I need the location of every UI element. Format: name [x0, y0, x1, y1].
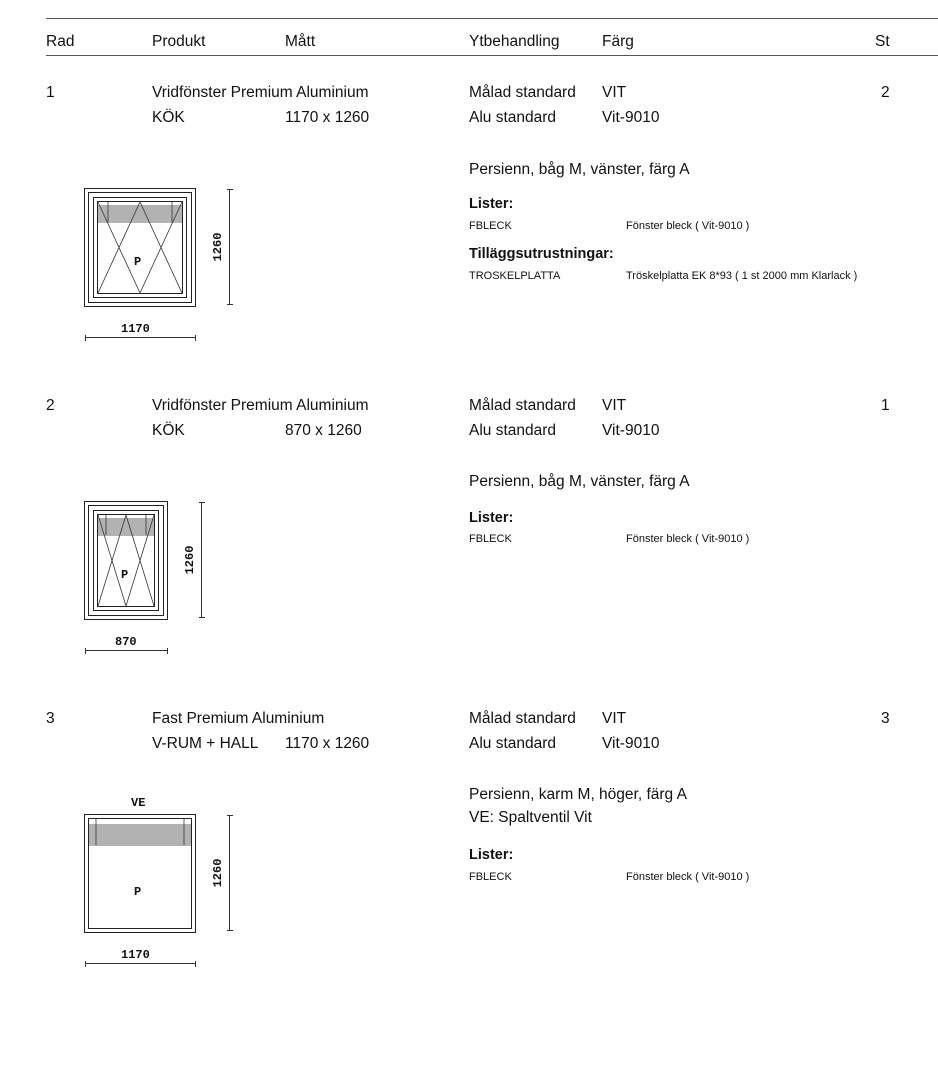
room: V-RUM + HALL	[152, 735, 259, 752]
height-label: 1260	[211, 232, 225, 262]
lister-label: Lister:	[469, 847, 514, 863]
finish-1: Målad standard	[469, 84, 576, 101]
lister-code: FBLECK	[469, 220, 512, 232]
row-number: 2	[46, 397, 55, 414]
window-drawing-2	[84, 501, 168, 621]
col-rad: Rad	[46, 33, 75, 50]
size: 1170 x 1260	[285, 109, 370, 126]
extra-desc: Tröskelplatta EK 8*93 ( 1 st 2000 mm Klarlack )	[626, 270, 858, 282]
row-number: 1	[46, 84, 55, 101]
quantity: 1	[881, 397, 890, 414]
extra-code: TROSKELPLATTA	[469, 270, 561, 282]
size: 1170 x 1260	[285, 735, 370, 752]
finish-2: Alu standard	[469, 109, 557, 126]
size: 870 x 1260	[285, 422, 362, 439]
lister-desc: Fönster bleck ( Vit-9010 )	[626, 871, 750, 883]
quantity: 2	[881, 84, 890, 101]
color-1: VIT	[602, 710, 627, 727]
pane-label: P	[134, 885, 142, 899]
lister-label: Lister:	[469, 510, 514, 526]
color-2: Vit-9010	[602, 735, 660, 752]
color-1: VIT	[602, 397, 627, 414]
color-1: VIT	[602, 84, 627, 101]
width-dimension-line	[85, 337, 196, 338]
height-label: 1260	[211, 858, 225, 888]
width-label: 1170	[121, 322, 150, 336]
product-name: Vridfönster Premium Aluminium	[152, 397, 369, 414]
window-drawing-3	[84, 814, 196, 934]
sash-label: P	[134, 255, 142, 269]
lister-code: FBLECK	[469, 533, 512, 545]
note: Persienn, båg M, vänster, färg A	[469, 473, 690, 490]
lister-code: FBLECK	[469, 871, 512, 883]
height-dimension-line	[229, 189, 230, 305]
finish-1: Målad standard	[469, 397, 576, 414]
top-label: VE	[131, 796, 146, 810]
lister-desc: Fönster bleck ( Vit-9010 )	[626, 220, 750, 232]
width-label: 1170	[121, 948, 150, 962]
color-2: Vit-9010	[602, 422, 660, 439]
room: KÖK	[152, 109, 185, 126]
product-name: Vridfönster Premium Aluminium	[152, 84, 369, 101]
color-2: Vit-9010	[602, 109, 660, 126]
width-dimension-line	[85, 650, 168, 651]
note: Persienn, båg M, vänster, färg A	[469, 161, 690, 178]
note: VE: Spaltventil Vit	[469, 809, 592, 826]
height-dimension-line	[201, 502, 202, 618]
height-dimension-line	[229, 815, 230, 931]
quantity: 3	[881, 710, 890, 727]
width-dimension-line	[85, 963, 196, 964]
window-drawing-1	[84, 188, 196, 308]
header-top-rule	[46, 18, 938, 19]
col-farg: Färg	[602, 33, 634, 50]
col-produkt: Produkt	[152, 33, 206, 50]
product-name: Fast Premium Aluminium	[152, 710, 325, 727]
finish-2: Alu standard	[469, 735, 557, 752]
lister-desc: Fönster bleck ( Vit-9010 )	[626, 533, 750, 545]
room: KÖK	[152, 422, 185, 439]
width-label: 870	[115, 635, 137, 649]
col-ytbehandling: Ytbehandling	[469, 33, 560, 50]
lister-label: Lister:	[469, 196, 514, 212]
row-number: 3	[46, 710, 55, 727]
extra-label: Tilläggsutrustningar:	[469, 246, 614, 262]
sash-label: P	[121, 568, 129, 582]
finish-1: Målad standard	[469, 710, 576, 727]
col-st: St	[875, 33, 890, 50]
height-label: 1260	[183, 545, 197, 575]
finish-2: Alu standard	[469, 422, 557, 439]
header-bottom-rule	[46, 55, 938, 56]
note: Persienn, karm M, höger, färg A	[469, 786, 687, 803]
col-matt: Mått	[285, 33, 316, 50]
